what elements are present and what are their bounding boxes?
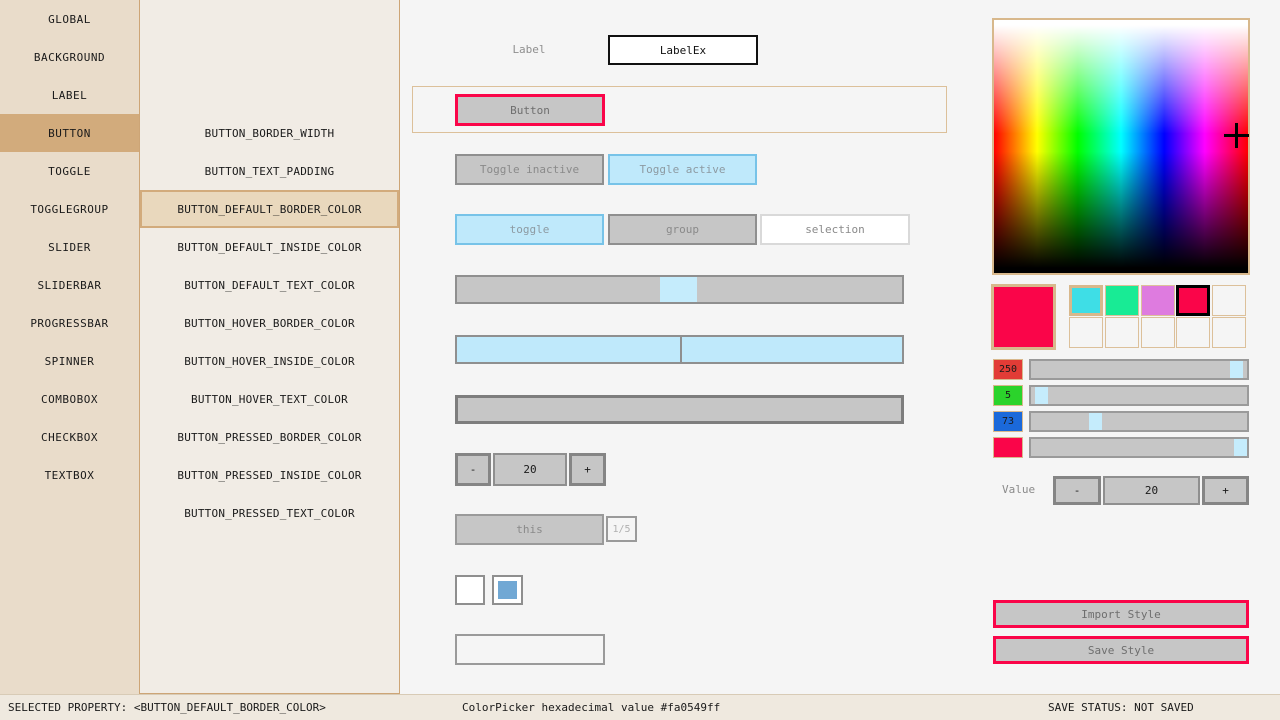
property-list <box>140 0 400 694</box>
status-hex-value: ColorPicker hexadecimal value #fa0549ff <box>462 701 721 714</box>
empty-color-swatch[interactable] <box>1212 285 1246 316</box>
color-swatch[interactable] <box>1176 285 1210 316</box>
property-item-button-hover-border-color[interactable]: BUTTON_HOVER_BORDER_COLOR <box>184 316 355 330</box>
color-swatch[interactable] <box>1069 285 1103 316</box>
slider-preview[interactable] <box>455 275 904 304</box>
label-preview-caption: Label <box>512 43 546 56</box>
spinner-value: 20 <box>493 453 567 486</box>
textbox-preview[interactable] <box>455 634 605 665</box>
checkbox-checked-preview[interactable] <box>492 575 523 605</box>
green-channel-thumb[interactable] <box>1035 387 1048 404</box>
property-item-button-pressed-inside-color[interactable]: BUTTON_PRESSED_INSIDE_COLOR <box>177 468 362 482</box>
property-item-button-hover-inside-color[interactable]: BUTTON_HOVER_INSIDE_COLOR <box>184 354 355 368</box>
sidebar-item-label[interactable]: LABEL <box>51 88 88 102</box>
checkbox-unchecked-preview[interactable] <box>455 575 485 605</box>
red-channel-value: 250 <box>993 359 1023 380</box>
value-plus-button[interactable]: + <box>1202 476 1249 505</box>
togglegroup-item-group[interactable]: group <box>608 214 757 245</box>
import-style-button[interactable]: Import Style <box>993 600 1249 628</box>
slider-thumb[interactable] <box>660 277 697 302</box>
progressbar-preview <box>455 395 904 424</box>
checkbox-checkmark <box>498 581 517 599</box>
sidebar-item-textbox[interactable]: TEXTBOX <box>44 468 95 482</box>
color-panel <box>960 0 1280 694</box>
empty-color-swatch[interactable] <box>1212 317 1246 348</box>
togglegroup-item-toggle[interactable]: toggle <box>455 214 604 245</box>
alpha-channel-value <box>993 437 1023 458</box>
sidebar-item-toggle[interactable]: TOGGLE <box>48 164 91 178</box>
save-style-button[interactable]: Save Style <box>993 636 1249 664</box>
sidebar-item-spinner[interactable]: SPINNER <box>44 354 95 368</box>
sidebar-item-combobox[interactable]: COMBOBOX <box>41 392 98 406</box>
combobox-preview[interactable]: this <box>455 514 604 545</box>
value-minus-button[interactable]: - <box>1053 476 1101 505</box>
property-item-button-border-width[interactable]: BUTTON_BORDER_WIDTH <box>204 126 335 140</box>
spinner-plus-button[interactable]: + <box>569 453 606 486</box>
empty-color-swatch[interactable] <box>1176 317 1210 348</box>
sliderbar-divider <box>680 337 682 362</box>
color-swatch[interactable] <box>1105 285 1139 316</box>
current-color-swatch <box>991 284 1056 350</box>
sidebar-item-slider[interactable]: SLIDER <box>48 240 91 254</box>
color-picker-gradient[interactable] <box>992 18 1250 275</box>
green-channel-value: 5 <box>993 385 1023 406</box>
status-selected-property: SELECTED PROPERTY: <BUTTON_DEFAULT_BORDER_COLOR> <box>8 701 326 714</box>
sidebar-item-sliderbar[interactable]: SLIDERBAR <box>37 278 102 292</box>
sidebar-item-togglegroup[interactable]: TOGGLEGROUP <box>30 202 109 216</box>
sidebar-item-button[interactable]: BUTTON <box>0 114 139 152</box>
green-channel-slider[interactable] <box>1029 385 1249 406</box>
togglegroup-item-selection[interactable]: selection <box>760 214 910 245</box>
red-channel-slider[interactable] <box>1029 359 1249 380</box>
button-preview[interactable]: Button <box>455 94 605 126</box>
color-swatch[interactable] <box>1141 285 1175 316</box>
empty-color-swatch[interactable] <box>1141 317 1175 348</box>
blue-channel-thumb[interactable] <box>1089 413 1102 430</box>
combobox-page-indicator: 1/5 <box>606 516 637 542</box>
property-item-button-default-border-color[interactable]: BUTTON_DEFAULT_BORDER_COLOR <box>140 190 399 228</box>
widget-preview-area <box>400 0 960 694</box>
spinner-minus-button[interactable]: - <box>455 453 491 486</box>
property-item-button-pressed-border-color[interactable]: BUTTON_PRESSED_BORDER_COLOR <box>177 430 362 444</box>
property-item-button-default-inside-color[interactable]: BUTTON_DEFAULT_INSIDE_COLOR <box>177 240 362 254</box>
toggle-inactive-preview[interactable]: Toggle inactive <box>455 154 604 185</box>
red-channel-thumb[interactable] <box>1230 361 1243 378</box>
sidebar-item-global[interactable]: GLOBAL <box>48 12 91 26</box>
property-item-button-default-text-color[interactable]: BUTTON_DEFAULT_TEXT_COLOR <box>184 278 355 292</box>
picker-crosshair-icon <box>1235 123 1238 148</box>
alpha-channel-thumb[interactable] <box>1234 439 1247 456</box>
property-item-button-hover-text-color[interactable]: BUTTON_HOVER_TEXT_COLOR <box>191 392 348 406</box>
category-sidebar <box>0 0 140 694</box>
blue-channel-value: 73 <box>993 411 1023 432</box>
empty-color-swatch[interactable] <box>1105 317 1139 348</box>
property-item-button-pressed-text-color[interactable]: BUTTON_PRESSED_TEXT_COLOR <box>184 506 355 520</box>
blue-channel-slider[interactable] <box>1029 411 1249 432</box>
empty-color-swatch[interactable] <box>1069 317 1103 348</box>
label-preview-textbox[interactable]: LabelEx <box>608 35 758 65</box>
value-spinner-value: 20 <box>1103 476 1200 505</box>
value-spinner-label: Value <box>1002 483 1036 496</box>
status-bar <box>0 694 1280 720</box>
status-save-status: SAVE STATUS: NOT SAVED <box>1048 701 1194 714</box>
sidebar-item-checkbox[interactable]: CHECKBOX <box>41 430 98 444</box>
alpha-channel-slider[interactable] <box>1029 437 1249 458</box>
sidebar-item-progressbar[interactable]: PROGRESSBAR <box>30 316 109 330</box>
property-item-button-text-padding[interactable]: BUTTON_TEXT_PADDING <box>204 164 335 178</box>
sliderbar-preview[interactable] <box>455 335 904 364</box>
sidebar-item-background[interactable]: BACKGROUND <box>33 50 106 64</box>
toggle-active-preview[interactable]: Toggle active <box>608 154 757 185</box>
